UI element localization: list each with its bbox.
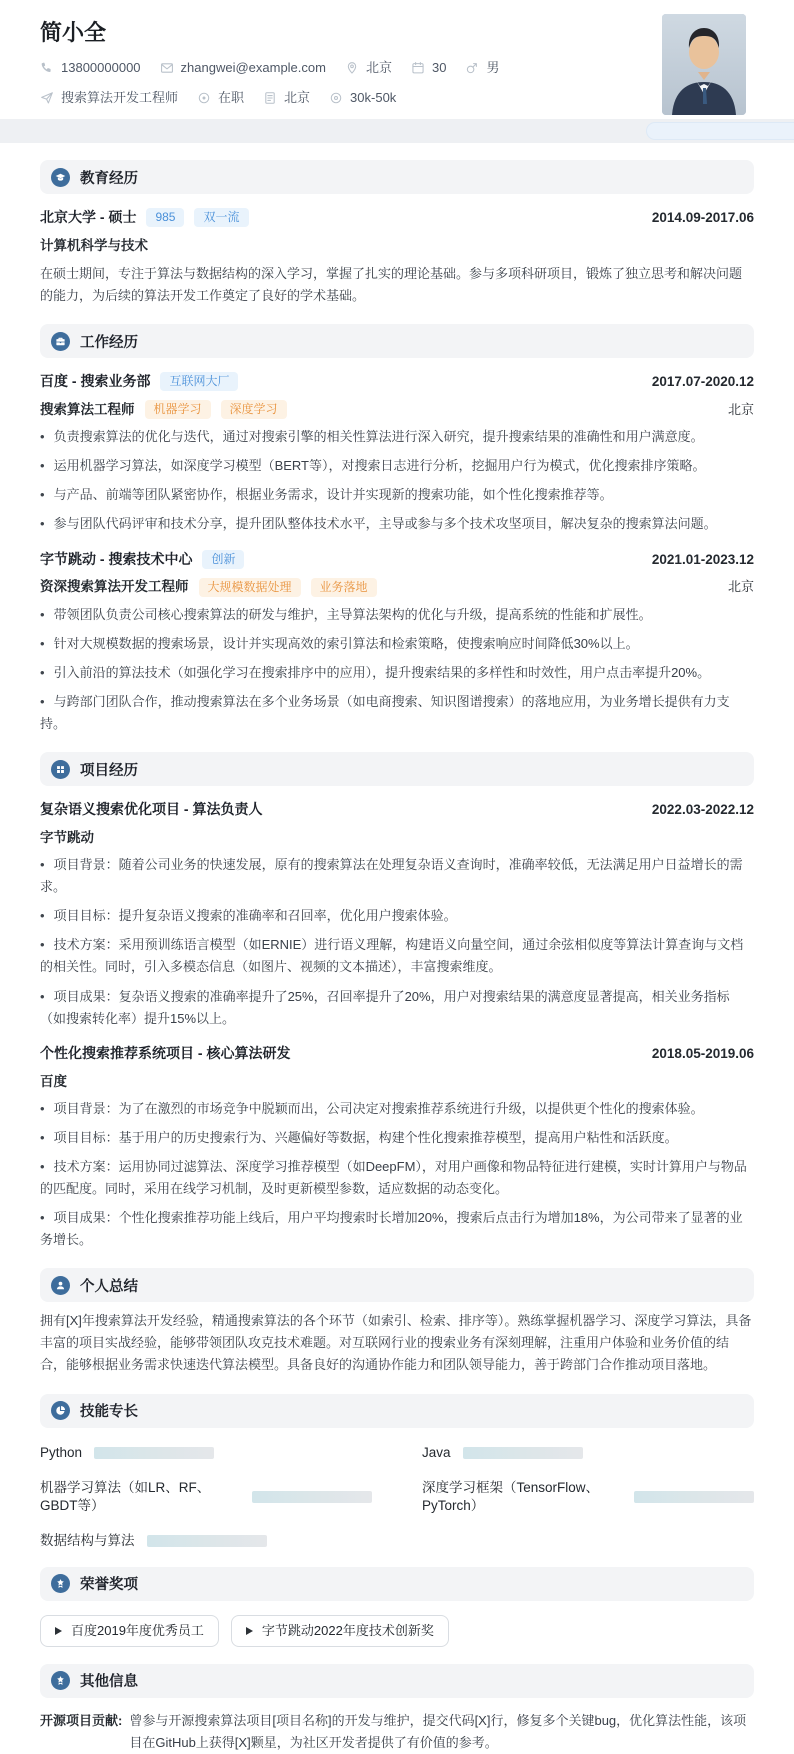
skill-level-bar xyxy=(634,1491,754,1503)
bullet-item: • 与产品、前端等团队紧密协作，根据业务需求，设计并实现新的搜索功能，如个性化搜索推荐等。 xyxy=(40,484,754,506)
bullet-item: • 针对大规模数据的搜索场景，设计并实现高效的索引算法和检索策略，使搜索响应时间降低30%以上。 xyxy=(40,633,754,655)
summary-icon-circle xyxy=(51,1276,70,1295)
skills-icon-circle xyxy=(51,1401,70,1420)
contact-gender xyxy=(465,59,499,77)
other-icon-circle xyxy=(51,1671,70,1690)
skill-label: 深度学习框架（TensorFlow、PyTorch） xyxy=(422,1479,600,1513)
star-badge-icon xyxy=(55,1675,66,1686)
person-icon xyxy=(55,1280,66,1291)
skills-section-title: 技能专长 xyxy=(80,1404,138,1421)
work-location: 北京 xyxy=(727,401,754,417)
contact-phone xyxy=(40,59,141,77)
status-circle-icon xyxy=(197,91,211,105)
bullet-item: • 引入前沿的算法技术（如强化学习在搜索排序中的应用），提升搜索结果的多样性和时效性，用户点击率提升20%。 xyxy=(40,662,754,684)
section-header-honors xyxy=(40,1567,754,1601)
contact-row-2 xyxy=(40,89,746,107)
job-title-value: 搜索算法开发工程师 xyxy=(61,90,179,105)
skill-label: 机器学习算法（如LR、RF、GBDT等） xyxy=(40,1479,211,1513)
other-section-title: 其他信息 xyxy=(80,1674,138,1691)
school-name: 北京大学 - 硕士 xyxy=(40,209,137,225)
work-bullet-list xyxy=(40,426,754,535)
salary-value: 30k-50k xyxy=(350,90,397,105)
project-bullet-list xyxy=(40,1098,754,1252)
bullet-item: • 带领团队负责公司核心搜索算法的研发与维护，主导算法架构的优化与升级，提高系统的性能和扩展性。 xyxy=(40,604,754,626)
position-tag: 业务落地 xyxy=(311,578,377,597)
bullet-item: • 参与团队代码评审和技术分享，提升团队整体技术水平，主导或参与多个技术攻坚项目，解决复杂的搜索算法问题。 xyxy=(40,513,754,535)
contact-email xyxy=(160,59,326,77)
position-tag: 大规模数据处理 xyxy=(199,578,301,597)
work-entry-header xyxy=(40,372,754,391)
honor-label: 字节跳动2022年度技术创新奖 xyxy=(261,1622,434,1638)
resume-body xyxy=(0,160,794,1754)
work-bullet-list xyxy=(40,604,754,735)
skill-label: Java xyxy=(422,1444,451,1460)
profile-photo-image xyxy=(662,14,746,115)
bullet-item: • 项目成果：个性化搜索推荐功能上线后，用户平均搜索时长增加20%，搜索后点击行为增加18%，为公司带来了显著的业务增长。 xyxy=(40,1207,754,1251)
briefcase-icon xyxy=(55,336,66,347)
skill-level-bar xyxy=(252,1491,372,1503)
work-entry-header xyxy=(40,550,754,569)
project-entry-header xyxy=(40,1044,754,1063)
company-name: 百度 - 搜索业务部 xyxy=(40,373,151,390)
honors-list xyxy=(40,1615,754,1647)
phone-value: 13800000000 xyxy=(61,60,141,75)
medal-icon xyxy=(55,1578,66,1589)
gender-value: 男 xyxy=(486,60,500,75)
skills-grid xyxy=(40,1444,754,1550)
bullet-item: • 项目成果：复杂语义搜索的准确率提升了25%，召回率提升了20%，用户对搜索结果的满意度显著提高，相关业务指标（如搜索转化率）提升15%以上。 xyxy=(40,986,754,1030)
contact-age xyxy=(411,59,446,77)
contact-salary xyxy=(329,89,396,107)
education-date: 2014.09-2017.06 xyxy=(651,210,754,225)
candidate-name: 简小全 xyxy=(40,20,107,45)
skill-item xyxy=(422,1479,754,1515)
project-entry-header xyxy=(40,800,754,819)
job-status-value: 在职 xyxy=(218,90,245,105)
bullet-item: • 技术方案：采用预训练语言模型（如ERNIE）进行语义理解，构建语义向量空间，通过余弦相似度等算法计算查询与文档的相关性。同时，引入多模态信息（如图片、视频的文本描述），丰富搜索维度。 xyxy=(40,934,754,978)
section-header-skills xyxy=(40,1394,754,1428)
play-icon xyxy=(55,1627,62,1635)
education-description: 在硕士期间，专注于算法与数据结构的深入学习，掌握了扎实的理论基础。参与多项科研项目，锻炼了独立思考和解决问题的能力，为后续的算法开发工作奠定了良好的学术基础。 xyxy=(40,266,743,304)
section-header-other xyxy=(40,1664,754,1698)
section-header-education xyxy=(40,160,754,194)
work-icon-circle xyxy=(51,332,70,351)
coin-icon xyxy=(329,91,343,105)
position-tag: 深度学习 xyxy=(221,400,287,419)
skill-label: 数据结构与算法 xyxy=(40,1532,135,1548)
city-value: 北京 xyxy=(284,90,311,105)
summary-text: 拥有[X]年搜索算法开发经验，精通搜索算法的各个环节（如索引、检索、排序等）。熟练掌握机器学习、深度学习算法，具备丰富的项目实战经验，能够带领团队攻克技术难题。对互联网行业的搜索业务有深刻理解，注重用户体验和业务价值的结合，能够根据业务需求快速迭代算法模型。具备良好的沟通协作能力和团队领导能力，善于跨部门合作推动项目落地。 xyxy=(40,1313,752,1373)
education-section-title: 教育经历 xyxy=(80,170,138,187)
other-info-row xyxy=(40,1710,754,1754)
pie-chart-icon xyxy=(55,1405,66,1416)
gender-icon xyxy=(465,61,479,75)
paper-plane-icon xyxy=(40,91,54,105)
work-section-title: 工作经历 xyxy=(80,334,138,351)
bullet-item: • 项目背景：为了在激烈的市场竞争中脱颖而出，公司决定对搜索推荐系统进行升级，以提供更个性化的搜索体验。 xyxy=(40,1098,754,1120)
skill-level-bar xyxy=(463,1447,583,1459)
contact-job-title xyxy=(40,89,178,107)
honors-section-title: 荣誉奖项 xyxy=(80,1577,138,1594)
location-pin-icon xyxy=(345,61,359,75)
contact-row-1 xyxy=(40,59,746,77)
project-name: 个性化搜索推荐系统项目 - 核心算法研发 xyxy=(40,1044,291,1061)
project-date: 2022.03-2022.12 xyxy=(651,802,754,818)
education-icon-circle xyxy=(51,168,70,187)
work-date: 2021.01-2023.12 xyxy=(651,551,754,567)
position-title: 资深搜索算法开发工程师 xyxy=(40,579,189,595)
projects-section-title: 项目经历 xyxy=(80,762,138,779)
profile-photo xyxy=(662,14,746,115)
play-icon xyxy=(246,1627,253,1635)
education-entry-header xyxy=(40,208,754,227)
skill-item xyxy=(40,1479,372,1515)
skill-level-bar xyxy=(94,1447,214,1459)
calendar-icon xyxy=(411,61,425,75)
summary-section-title: 个人总结 xyxy=(80,1278,138,1295)
position-tag: 机器学习 xyxy=(145,400,211,419)
skill-label: Python xyxy=(40,1444,83,1460)
location-value: 北京 xyxy=(365,60,392,75)
document-icon xyxy=(263,91,277,105)
email-value: zhangwei@example.com xyxy=(180,60,326,75)
project-name: 复杂语义搜索优化项目 - 算法负责人 xyxy=(40,801,263,818)
skill-item xyxy=(40,1532,372,1550)
skill-item xyxy=(422,1444,754,1462)
section-header-projects xyxy=(40,752,754,786)
bullet-item: • 与跨部门团队合作，推动搜索算法在多个业务场景（如电商搜索、知识图谱搜索）的落地应用，为业务增长提供有力支持。 xyxy=(40,691,754,735)
honor-chip[interactable] xyxy=(40,1615,219,1647)
age-value: 30 xyxy=(431,60,447,75)
section-header-summary xyxy=(40,1268,754,1302)
work-position-row xyxy=(40,578,754,597)
bullet-item: • 项目目标：提升复杂语义搜索的准确率和召回率，优化用户搜索体验。 xyxy=(40,905,754,927)
contact-location xyxy=(345,59,392,77)
bullet-item: • 项目背景：随着公司业务的快速发展，原有的搜索算法在处理复杂语义查询时，准确率较低，无法满足用户日益增长的需求。 xyxy=(40,854,754,898)
graduation-cap-icon xyxy=(55,172,66,183)
project-date: 2018.05-2019.06 xyxy=(651,1045,754,1061)
contact-city xyxy=(263,89,310,107)
position-title: 搜索算法工程师 xyxy=(40,401,135,417)
bullet-item: • 技术方案：运用协同过滤算法、深度学习推荐模型（如DeepFM），对用户画像和物品特征进行建模，实时计算用户与物品的匹配度。同时，采用在线学习机制，及时更新模型参数，适应数据的动态变化。 xyxy=(40,1156,754,1200)
contact-job-status xyxy=(197,89,244,107)
work-date: 2017.07-2020.12 xyxy=(651,374,754,390)
skill-level-bar xyxy=(147,1535,267,1547)
project-bullet-list xyxy=(40,854,754,1030)
bullet-item: • 运用机器学习算法，如深度学习模型（BERT等），对搜索日志进行分析，挖掘用户行为模式，优化搜索排序策略。 xyxy=(40,455,754,477)
phone-icon xyxy=(40,61,54,75)
education-major: 计算机科学与技术 xyxy=(40,238,148,253)
work-position-row xyxy=(40,400,754,419)
bullet-item: • 负责搜索算法的优化与迭代，通过对搜索引擎的相关性算法进行深入研究，提升搜索结果的准确性和用户满意度。 xyxy=(40,426,754,448)
bullet-item: • 项目目标：基于用户的历史搜索行为、兴趣偏好等数据，构建个性化搜索推荐模型，提高用户粘性和活跃度。 xyxy=(40,1127,754,1149)
other-info-text: 曾参与开源搜索算法项目[项目名称]的开发与维护，提交代码[X]行，修复多个关键bug，优化算法性能，该项目在GitHub上获得[X]颗星，为社区开发者提供了有价值的参考。 xyxy=(129,1712,747,1750)
resume-header xyxy=(0,0,794,119)
honor-chip[interactable] xyxy=(231,1615,449,1647)
education-tag-shuangyiliu: 双一流 xyxy=(194,208,248,227)
header-divider-band xyxy=(0,119,794,143)
project-company: 字节跳动 xyxy=(40,830,94,846)
honor-label: 百度2019年度优秀员工 xyxy=(71,1622,204,1638)
grid-icon xyxy=(55,764,66,775)
other-info-label: 开源项目贡献: xyxy=(40,1712,123,1728)
work-location: 北京 xyxy=(727,579,754,595)
company-tag: 创新 xyxy=(202,550,244,569)
projects-icon-circle xyxy=(51,760,70,779)
honors-icon-circle xyxy=(51,1574,70,1593)
company-tag: 互联网大厂 xyxy=(160,372,238,391)
skill-item xyxy=(40,1444,372,1462)
company-name: 字节跳动 - 搜索技术中心 xyxy=(40,550,193,567)
floating-widget[interactable] xyxy=(646,122,794,140)
education-tag-985: 985 xyxy=(146,208,184,227)
project-company: 百度 xyxy=(40,1073,67,1089)
section-header-work xyxy=(40,324,754,358)
mail-icon xyxy=(160,61,174,75)
